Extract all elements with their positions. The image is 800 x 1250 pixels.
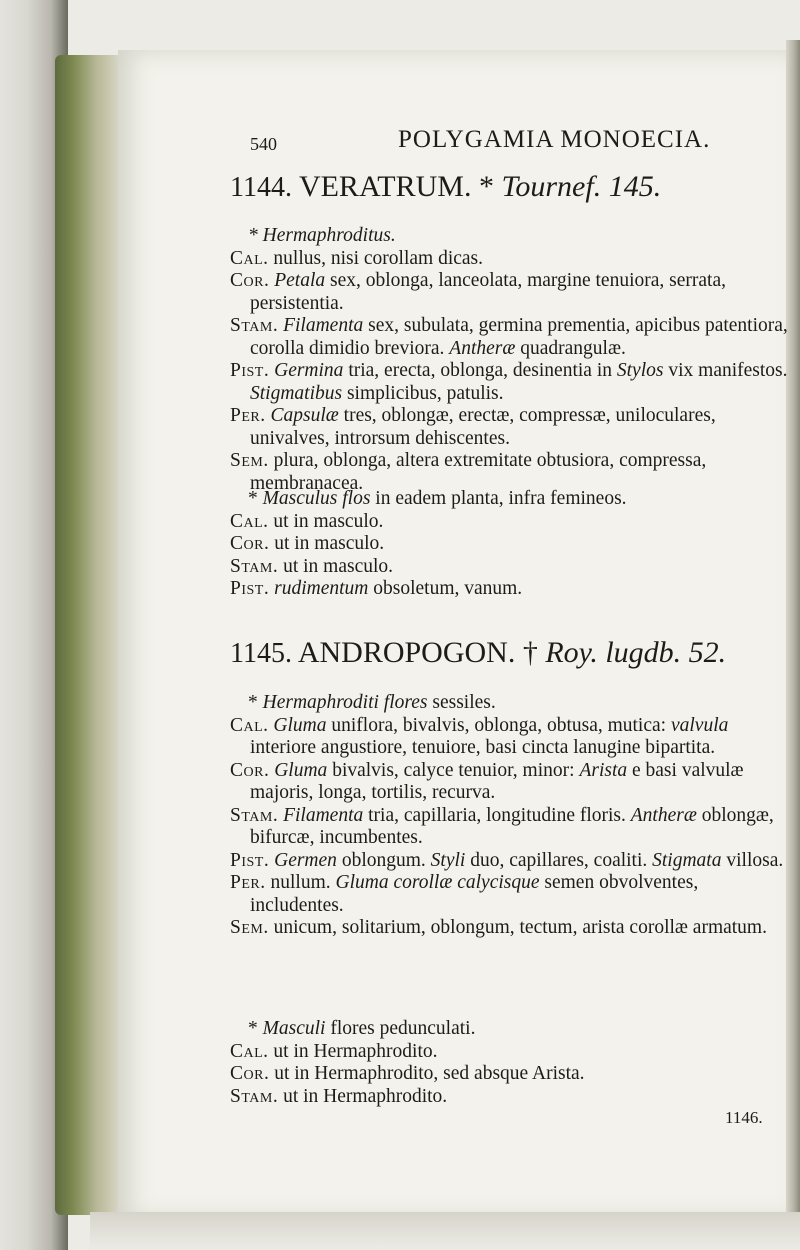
entry-stamina: Stam. Filamenta sex, subulata, germina prementia, apicibus patentiora, corolla dimidio breviora. Antheræ quadrangulæ. bbox=[230, 315, 788, 359]
entry-stamina: Stam. ut in masculo. bbox=[230, 555, 394, 577]
page-bottom-shadow bbox=[90, 1212, 800, 1250]
catchword: 1146. bbox=[725, 1108, 763, 1127]
section-heading: * Hermaphroditus. bbox=[248, 225, 396, 246]
running-head: POLYGAMIA MONOECIA. bbox=[398, 126, 711, 153]
genus-reference: Roy. lugdb. 52. bbox=[545, 636, 727, 669]
entry-pistillum: Pist. Germen oblongum. Styli duo, capillares, coaliti. Stigmata villosa. bbox=[230, 849, 784, 871]
entry-calyx: Cal. ut in Hermaphrodito. bbox=[230, 1040, 438, 1062]
hermaphrodite-description-veratrum bbox=[230, 225, 790, 495]
entry-corolla: Cor. ut in Hermaphrodito, sed absque Arista. bbox=[230, 1063, 585, 1084]
entry-corolla: Cor. Gluma bivalvis, calyce tenuior, minor: Arista e basi valvulæ majoris, longa, tortilis, recurva. bbox=[230, 759, 744, 803]
entry-stamina: Stam. Filamenta tria, capillaria, longitudine floris. Antheræ oblongæ, bifurcæ, incumbentes. bbox=[230, 804, 774, 848]
genus-marker: † bbox=[522, 636, 538, 669]
entry-pericarpium: Per. Capsulæ tres, oblongæ, erectæ, compressæ, uniloculares, univalves, introrsum dehiscentes. bbox=[230, 405, 716, 449]
genus-number: 1144. bbox=[230, 172, 292, 203]
genus-marker: * bbox=[478, 170, 494, 203]
entry-stamina: Stam. ut in Hermaphrodito. bbox=[230, 1085, 448, 1107]
page-header bbox=[250, 120, 750, 160]
genus-heading-andropogon bbox=[230, 636, 726, 670]
entry-calyx: Cal. Gluma uniflora, bivalvis, oblonga, obtusa, mutica: valvula interiore angustiore, tenuiore, basi cincta lanugine bipartita. bbox=[230, 714, 729, 758]
genus-reference: Tournef. 145. bbox=[501, 170, 662, 203]
section-heading: * Masculi flores pedunculati. bbox=[248, 1018, 476, 1039]
genus-heading-veratrum bbox=[230, 170, 661, 204]
entry-semina: Sem. plura, oblonga, altera extremitate obtusiora, compressa, membranacea. bbox=[230, 450, 707, 494]
entry-corolla: Cor. ut in masculo. bbox=[230, 533, 385, 554]
genus-name: VERATRUM. bbox=[298, 170, 472, 203]
entry-calyx: Cal. nullus, nisi corollam dicas. bbox=[230, 247, 484, 269]
section-heading: * Hermaphroditi flores sessiles. bbox=[248, 692, 496, 713]
entry-pericarpium: Per. nullum. Gluma corollæ calycisque semen obvolventes, includentes. bbox=[230, 872, 699, 916]
entry-pistillum: Pist. Germina tria, erecta, oblonga, desinentia in Stylos vix manifestos. Stigmatibus simplicibus, patulis. bbox=[230, 360, 788, 404]
hermaphrodite-description-andropogon bbox=[230, 692, 790, 940]
entry-corolla: Cor. Petala sex, oblonga, lanceolata, margine tenuiora, serrata, persistentia. bbox=[230, 270, 726, 314]
section-heading: * Masculus flos in eadem planta, infra femineos. bbox=[248, 488, 627, 509]
genus-number: 1145. bbox=[230, 638, 292, 669]
genus-name: ANDROPOGON. bbox=[297, 636, 516, 669]
male-description-veratrum bbox=[230, 488, 790, 601]
page-number: 540 bbox=[250, 134, 277, 154]
entry-calyx: Cal. ut in masculo. bbox=[230, 510, 384, 532]
entry-semina: Sem. unicum, solitarium, oblongum, tectum, arista corollæ armatum. bbox=[230, 917, 767, 938]
male-description-andropogon bbox=[230, 1018, 790, 1108]
entry-pistillum: Pist. rudimentum obsoletum, vanum. bbox=[230, 578, 523, 599]
